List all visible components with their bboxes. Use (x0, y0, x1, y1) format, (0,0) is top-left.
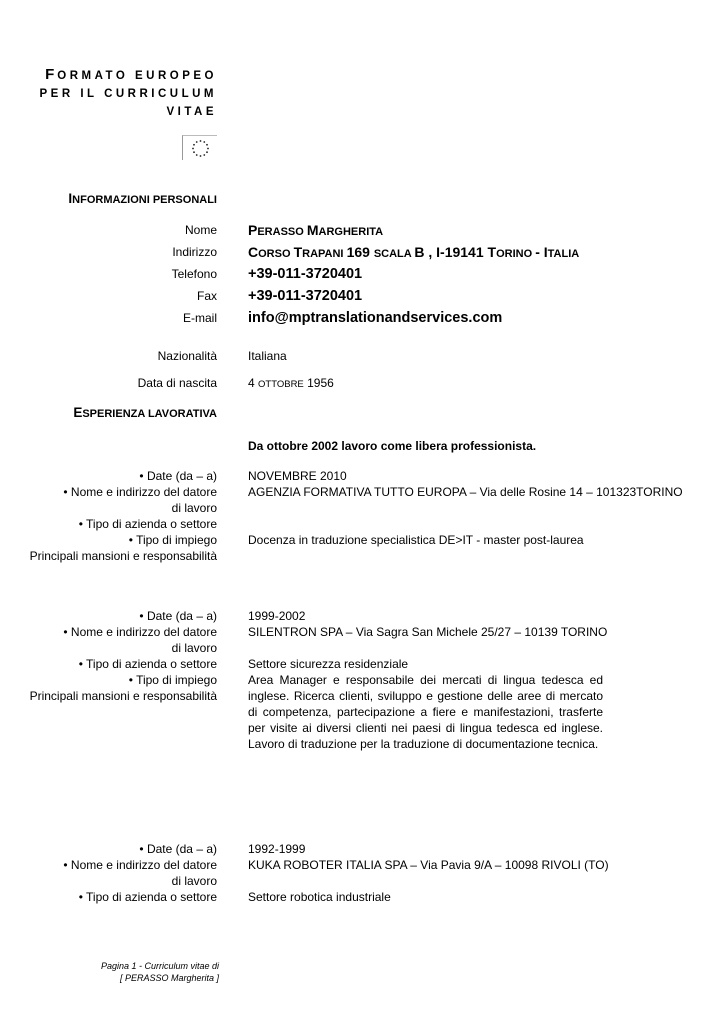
address-part: T (293, 244, 303, 260)
footer-line-1: Pagina 1 - Curriculum vitae di (100, 961, 219, 971)
entry-job: Area Manager e responsabile dei mercati di lingua tedesca ed inglese. Ricerca clienti, sviluppo e gestione delle aree di mercato di competenza, partecipazione a fiere e manifestazioni, trasferte per visite ai diversi clienti nei paesi di lingua tedesca ed inglese. Lavoro di traduzione per la traduzione di documentazione tecnica. (248, 673, 603, 751)
address-part: TALIA (547, 248, 580, 260)
email-label: E-mail (182, 311, 217, 325)
birth-year: 1956 (303, 376, 334, 390)
entry-job: Docenza in traduzione specialistica DE>IT - master post-laurea (248, 533, 584, 547)
personal-info-heading (68, 191, 217, 206)
name-value (248, 222, 383, 240)
email-value: info@mptranslationandservices.com (248, 310, 503, 326)
sector-label: • Tipo di azienda o settore (78, 657, 217, 671)
address-part: ORINO (496, 248, 536, 260)
name-label: Nome (184, 223, 217, 237)
name-cap-1: P (248, 222, 258, 238)
entry-date: 1999-2002 (248, 609, 306, 623)
eu-flag-icon (182, 135, 217, 160)
entry-employer: AGENZIA FORMATIVA TUTTO EUROPA – Via delle Rosine 14 – 101323TORINO (248, 485, 683, 499)
address-label: Indirizzo (172, 245, 217, 259)
name-rest-1: ERASSO (257, 226, 307, 238)
heading-rest: NFORMAZIONI PERSONALI (72, 194, 217, 206)
phone-value: +39-011-3720401 (248, 266, 363, 282)
birth-day: 4 (248, 376, 259, 390)
address-part: RAPANI (302, 248, 347, 260)
address-part: - (535, 244, 544, 260)
title-line-3: VITAE (166, 106, 217, 118)
address-value (248, 244, 579, 262)
phone-label: Telefono (171, 267, 217, 281)
address-part: ORSO (258, 248, 294, 260)
entry-sector: Settore sicurezza residenziale (248, 657, 409, 671)
address-part: B , I-19141 (414, 244, 488, 260)
job-label: • Tipo di impiego (128, 673, 217, 687)
experience-heading (73, 405, 217, 420)
name-cap-2: M (306, 222, 319, 238)
employer-label: • Nome e indirizzo del datore di lavoro (63, 625, 217, 655)
title-line-1: ORMATO EUROPEO (57, 70, 217, 82)
birth-label: Data di nascita (137, 376, 217, 390)
title-cap: F (45, 66, 58, 83)
duties-label: Principali mansioni e responsabilità (29, 549, 217, 563)
nationality-value: Italiana (248, 349, 287, 363)
page-footer (101, 960, 219, 984)
job-label: • Tipo di impiego (128, 533, 217, 547)
footer-line-2: [ PERASSO Margherita ] (119, 973, 219, 983)
heading-cap: I (68, 191, 73, 206)
nationality-label: Nazionalità (157, 349, 217, 363)
title-line-2: PER IL CURRICULUM (39, 88, 217, 100)
date-label: • Date (da – a) (139, 842, 217, 856)
birth-month: OTTOBRE (258, 379, 304, 390)
heading-rest: SPERIENZA LAVORATIVA (82, 408, 217, 420)
sector-label: • Tipo di azienda o settore (78, 890, 217, 904)
cv-title (40, 66, 217, 121)
name-rest-2: ARGHERITA (318, 226, 384, 238)
birth-value (248, 375, 334, 393)
address-part: I (543, 244, 548, 260)
sector-label: • Tipo di azienda o settore (78, 517, 217, 531)
entry-employer: SILENTRON SPA – Via Sagra San Michele 25/27 – 10139 TORINO (248, 625, 608, 639)
fax-value: +39-011-3720401 (248, 288, 363, 304)
address-part: T (487, 244, 497, 260)
entry-sector: Settore robotica industriale (248, 890, 391, 904)
address-part: 169 (346, 244, 374, 260)
address-part: SCALA (373, 248, 415, 260)
duties-label: Principali mansioni e responsabilità (29, 689, 217, 703)
entry-employer: KUKA ROBOTER ITALIA SPA – Via Pavia 9/A – 10098 RIVOLI (TO) (248, 858, 609, 872)
address-part: C (248, 244, 259, 260)
experience-intro: Da ottobre 2002 lavoro come libera professionista. (248, 439, 537, 453)
date-label: • Date (da – a) (139, 609, 217, 623)
employer-label: • Nome e indirizzo del datore di lavoro (63, 485, 217, 515)
employer-label: • Nome e indirizzo del datore di lavoro (63, 858, 217, 888)
date-label: • Date (da – a) (139, 469, 217, 483)
fax-label: Fax (196, 289, 217, 303)
heading-cap: E (73, 405, 83, 420)
entry-date: NOVEMBRE 2010 (248, 469, 347, 483)
entry-date: 1992-1999 (248, 842, 306, 856)
